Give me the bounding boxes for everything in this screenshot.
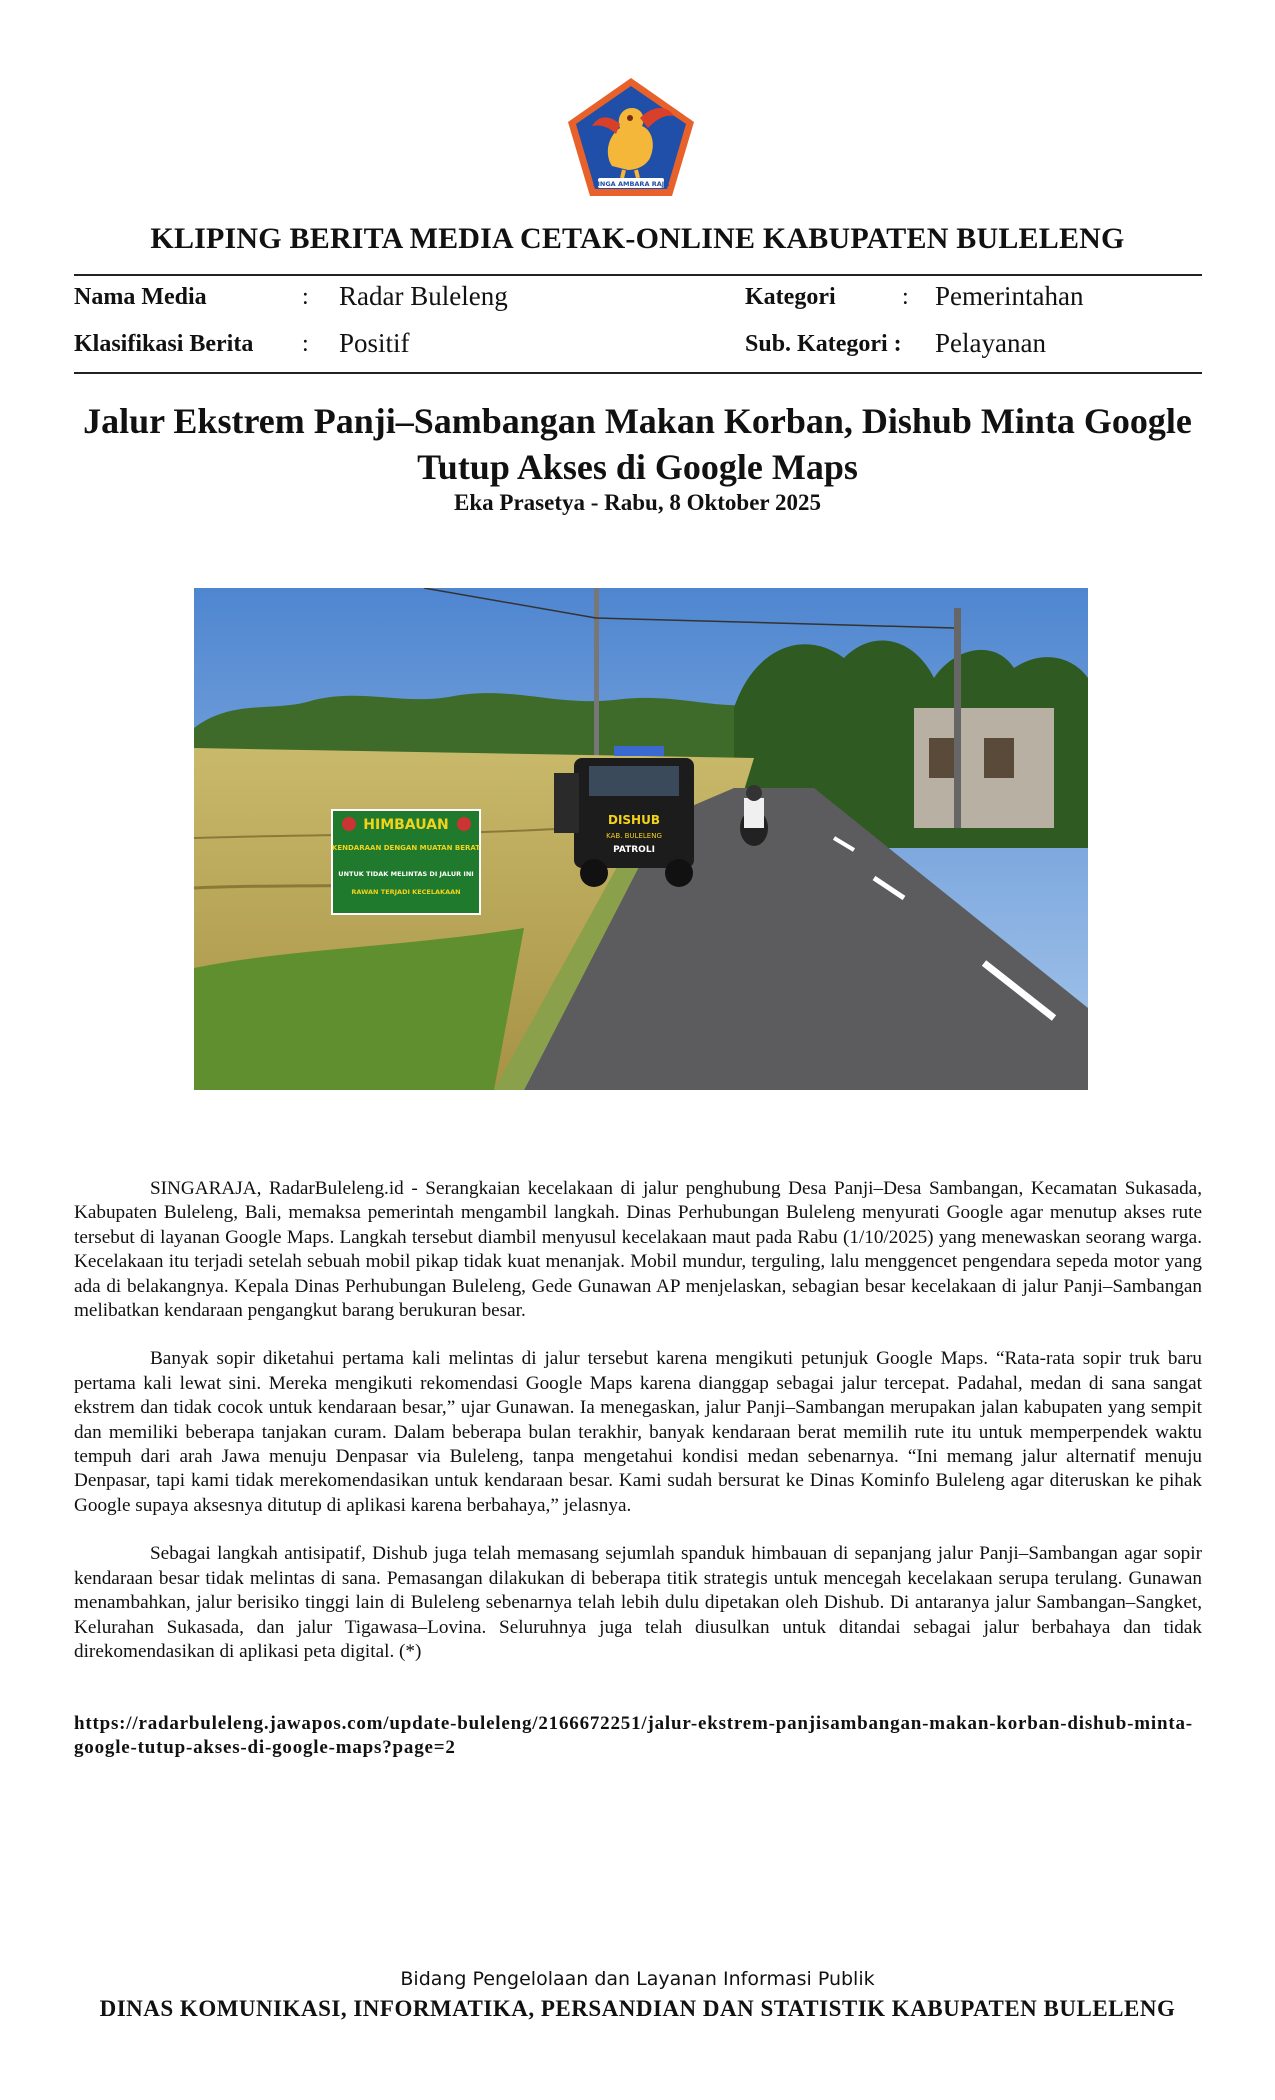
source-link[interactable]: https://radarbuleleng.jawapos.com/update-buleleng/2166672251/jalur-ekstrem-panjisambangan-makan-korban-dishub-minta-google-tutup-akses-di-google-maps?page=2	[74, 1713, 1193, 1758]
klasifikasi-colon: :	[302, 331, 309, 357]
footer-unit: Bidang Pengelolaan dan Layanan Informasi Publik	[400, 1968, 875, 1990]
car-text-kab: KAB. BULELENG	[606, 832, 662, 840]
klasifikasi-value: Positif	[339, 328, 410, 358]
media-colon: :	[302, 284, 309, 310]
footer-agency: DINAS KOMUNIKASI, INFORMATIKA, PERSANDIAN DAN STATISTIK KABUPATEN BULELENG	[99, 1996, 1176, 2021]
paragraph-3: Sebagai langkah antisipatif, Dishub juga telah memasang sejumlah spanduk himbauan di sepanjang jalur Panji–Sambangan agar sopir kendaraan besar tidak melintas di sana. Pemasangan dilakukan di beberapa titik strategis untuk mencegah kecelakaan serupa terulang. Gunawan menambahkan, jalur berisiko tinggi lain di Buleleng sebenarnya telah lebih dulu dipetakan oleh Dishub. Di antaranya jalur Sambangan–Sangket, Kelurahan Sukasada, dan jalur Tigawasa–Lovina. Seluruhnya juga telah diusulkan untuk ditandai sebagai jalur berbahaya dan tidak direkomendasikan di aplikasi peta digital. (*)	[74, 1543, 1202, 1662]
paragraph-1: SINGARAJA, RadarBuleleng.id - Serangkaian kecelakaan di jalur penghubung Desa Panji–Desa Sambangan, Kecamatan Sukasada, Kabupaten Buleleng, Bali, memaksa pemerintah mengambil langkah. Dinas Perhubungan Buleleng menyurati Google agar menutup akses rute tersebut di layanan Google Maps. Langkah tersebut diambil menyusul kecelakaan maut pada Rabu (1/10/2025) yang menewaskan seorang warga. Kecelakaan itu terjadi setelah sebuah mobil pikap tidak kuat menanjak. Mobil mundur, terguling, lalu menggencet pengendara sepeda motor yang ada di belakangnya. Kepala Dinas Perhubungan Buleleng, Gede Gunawan AP menjelaskan, sebagian besar kecelakaan di jalur Panji–Sambangan melibatkan kendaraan pengangkut barang berukuran besar.	[74, 1178, 1202, 1322]
article-headline: Jalur Ekstrem Panji–Sambangan Makan Korban, Dishub Minta Google Tutup Akses di Google Maps	[83, 401, 1192, 487]
article-body	[74, 1177, 1202, 1688]
car-text-dishub: DISHUB	[607, 813, 661, 827]
article-photo	[194, 588, 1088, 1090]
media-value: Radar Buleleng	[339, 281, 508, 311]
kategori-colon: :	[902, 284, 909, 310]
logo-caption: SINGA AMBARA RAJA	[592, 180, 670, 188]
divider-top	[74, 274, 1202, 276]
klasifikasi-label: Klasifikasi Berita	[74, 331, 254, 357]
regency-logo	[564, 74, 698, 200]
article-byline: Eka Prasetya - Rabu, 8 Oktober 2025	[454, 490, 821, 515]
lion-crest-icon	[564, 74, 698, 200]
car-text-patroli: PATROLI	[613, 845, 655, 855]
divider-bottom	[74, 372, 1202, 374]
paragraph-2: Banyak sopir diketahui pertama kali melintas di jalur tersebut karena mengikuti petunjuk Google Maps. “Rata-rata sopir truk baru pertama kali lewat sini. Mereka mengikuti rekomendasi Google Maps karena dianggap sebagai jalur tercepat. Padahal, medan di sana sangat ekstrem dan tidak cocok untuk kendaraan besar,” ujar Gunawan. Ia menegaskan, jalur Panji–Sambangan merupakan jalan kabupaten yang sempit dan memiliki beberapa tanjakan curam. Dalam beberapa bulan terakhir, banyak kendaraan berat memilih rute itu untuk memperpendek waktu tempuh dari arah Jawa menuju Denpasar via Buleleng, tanpa mengetahui kondisi medan sebenarnya. “Ini memang jalur alternatif menuju Denpasar, tapi kami tidak merekomendasikan untuk kendaraan besar. Kami sudah bersurat ke Dinas Kominfo Buleleng agar diteruskan ke pihak Google supaya aksesnya ditutup di aplikasi karena berbahaya,” jelasnya.	[74, 1348, 1202, 1516]
sign-line-3: RAWAN TERJADI KECELAKAAN	[351, 888, 461, 896]
sign-line-2: UNTUK TIDAK MELINTAS DI JALUR INI	[338, 870, 474, 878]
sign-title: HIMBAUAN	[363, 817, 449, 833]
subkategori-value: Pelayanan	[935, 328, 1046, 358]
media-label: Nama Media	[74, 284, 207, 310]
sign-line-1: KENDARAAN DENGAN MUATAN BERAT	[331, 844, 481, 852]
kategori-label: Kategori	[745, 284, 836, 310]
document-title: KLIPING BERITA MEDIA CETAK-ONLINE KABUPATEN BULELENG	[150, 222, 1125, 255]
kategori-value: Pemerintahan	[935, 281, 1084, 311]
subkategori-label: Sub. Kategori :	[745, 331, 902, 357]
